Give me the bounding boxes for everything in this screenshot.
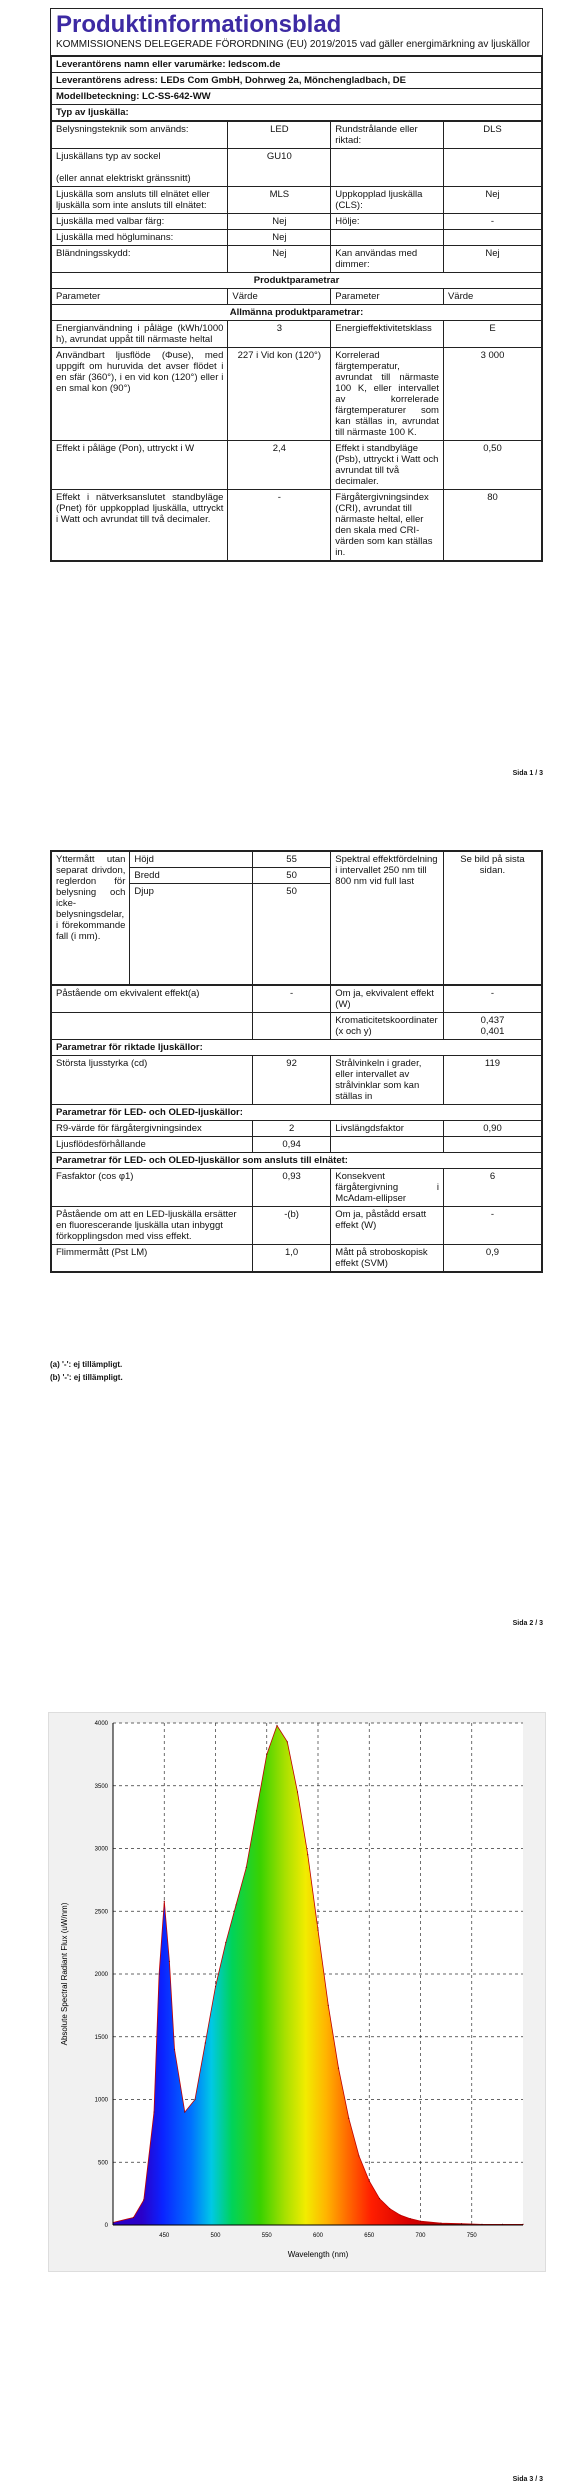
x-tick-label: 650 xyxy=(364,2233,375,2239)
type-label xyxy=(331,230,444,246)
empty-cell xyxy=(52,1013,253,1040)
column-header-value: Värde xyxy=(228,289,331,305)
directional-header: Parametrar för riktade ljuskällor: xyxy=(52,1040,542,1056)
spectrum-point xyxy=(461,2223,462,2224)
chromaticity-value xyxy=(443,1013,541,1040)
spectrum-point xyxy=(338,2068,339,2069)
peak-intensity-label: Största ljusstyrka (cd) xyxy=(52,1056,253,1105)
param-label: Färgåtergivningsindex (CRI), avrundat till närmaste heltal, eller den skala med CRI-värden som kan ställas in. xyxy=(331,490,444,561)
type-label: Rundstrålande eller riktad: xyxy=(331,122,444,149)
spectrum-point xyxy=(307,1854,308,1855)
param-label: Effekt i standbyläge (Psb), uttryckt i Watt och avrundat till två decimaler. xyxy=(331,441,444,490)
param-value: - xyxy=(228,490,331,561)
column-header-parameter: Parameter xyxy=(52,289,228,305)
type-label: Ljuskälla som ansluts till elnätet eller ljuskälla som inte ansluts till elnätet: xyxy=(52,187,228,214)
survival-factor-value: 0,90 xyxy=(443,1121,541,1137)
y-tick-label: 0 xyxy=(104,2223,108,2229)
type-row xyxy=(52,230,542,246)
phase-factor-label: Fasfaktor (cos φ1) xyxy=(52,1169,253,1207)
type-label: Bländningsskydd: xyxy=(52,246,228,273)
dimensions-label: Yttermått utan separat drivdon, reglerdon för belysning och icke-belysningsdelar, i förekommande fall (i mm). xyxy=(52,852,130,985)
page-number: Sida 3 / 3 xyxy=(512,2476,543,2483)
type-value: MLS xyxy=(228,187,331,214)
param-value: 80 xyxy=(443,490,541,561)
page-3 xyxy=(0,1680,585,2483)
empty-cell xyxy=(331,1137,444,1153)
model-identifier: Modellbeteckning: LC-SS-642-WW xyxy=(52,89,542,105)
column-header-value: Värde xyxy=(443,289,541,305)
peak-intensity-value: 92 xyxy=(252,1056,330,1105)
phase-factor-value: 0,93 xyxy=(252,1169,330,1207)
dimension-value: 55 xyxy=(252,852,330,868)
spectrum-point xyxy=(164,1901,165,1902)
equivalent-power-value: - xyxy=(443,986,541,1013)
y-tick-label: 2000 xyxy=(94,1972,108,1978)
spectrum-point xyxy=(159,1973,160,1974)
dimension-value: 50 xyxy=(252,868,330,884)
column-header-row xyxy=(52,289,542,305)
replacement-power-value: - xyxy=(443,1207,541,1245)
flux-maintenance-label: Ljusflödesförhållande xyxy=(52,1137,253,1153)
param-value: 0,50 xyxy=(443,441,541,490)
stroboscopic-value: 0,9 xyxy=(443,1245,541,1272)
equivalent-claim-label: Påstående om ekvivalent effekt(a) xyxy=(52,986,253,1013)
dimension-label: Djup xyxy=(130,884,253,985)
replacement-claim-value: -(b) xyxy=(252,1207,330,1245)
y-axis-label: Absolute Spectral Radiant Flux (uW/nm) xyxy=(60,1902,69,2046)
type-row xyxy=(52,246,542,273)
light-source-type-header: Typ av ljuskälla: xyxy=(52,105,542,121)
param-value: 3 000 xyxy=(443,348,541,441)
x-tick-labels xyxy=(159,2233,477,2239)
spectrum-point xyxy=(256,1810,257,1811)
param-label: Effekt i nätverksanslutet standbyläge (Pnet) för uppkopplad ljuskälla, uttryckt i Watt och avrundat till två decimaler. xyxy=(52,490,228,561)
type-value xyxy=(443,149,541,187)
param-value: 227 i Vid kon (120°) xyxy=(228,348,331,441)
spectrum-chart xyxy=(49,1713,545,2271)
x-tick-label: 550 xyxy=(261,2233,272,2239)
param-label: Energianvändning i påläge (kWh/1000 h), avrundat uppåt till närmaste heltal xyxy=(52,321,228,348)
type-value: - xyxy=(443,214,541,230)
spectrum-point xyxy=(184,2111,185,2112)
spectrum-point xyxy=(420,2221,421,2222)
regulation-subtitle: KOMMISSIONENS DELEGERADE FÖRORDNING (EU) 2019/2015 vad gäller energimärkning av ljuskällor xyxy=(56,39,531,50)
page-number: Sida 1 / 3 xyxy=(512,770,543,777)
type-table xyxy=(51,121,542,561)
led-parameters-table xyxy=(51,985,542,1272)
type-value: Nej xyxy=(228,230,331,246)
spectrum-point xyxy=(369,2180,370,2181)
param-value: 2,4 xyxy=(228,441,331,490)
param-value: E xyxy=(443,321,541,348)
spectrum-point xyxy=(358,2155,359,2156)
beam-angle-label: Strålvinkeln i grader, eller intervallet av strålvinklar som kan ställas in xyxy=(331,1056,444,1105)
spectrum-point xyxy=(174,2049,175,2050)
spectrum-point xyxy=(246,1867,247,1868)
y-tick-labels xyxy=(95,1721,109,2229)
param-value: 3 xyxy=(228,321,331,348)
info-sheet-table xyxy=(50,8,543,562)
chromaticity-y: 0,401 xyxy=(480,1026,505,1037)
spectrum-point xyxy=(317,1929,318,1930)
type-label: Belysningsteknik som används: xyxy=(52,122,228,149)
empty-cell xyxy=(443,1137,541,1153)
param-row xyxy=(52,348,542,441)
spectrum-point xyxy=(297,1791,298,1792)
color-consistency-label: Konsekvent färgåtergivning i McAdam-ellipser xyxy=(331,1169,444,1207)
spectrum-point xyxy=(399,2214,400,2215)
spectrum-point xyxy=(225,1942,226,1943)
y-tick-label: 500 xyxy=(97,2160,108,2167)
footnote-b: (b) '-': ej tillämpligt. xyxy=(50,1373,123,1382)
y-tick-label: 1500 xyxy=(94,2034,108,2041)
equivalent-claim-value: - xyxy=(252,986,330,1013)
y-tick-label: 1000 xyxy=(94,2097,108,2104)
y-tick-label: 3500 xyxy=(94,1783,108,1790)
spectrum-point xyxy=(194,2099,195,2100)
mains-header: Parametrar för LED- och OLED-ljuskällor som ansluts till elnätet: xyxy=(52,1153,542,1169)
type-row xyxy=(52,122,542,149)
spectrum-point xyxy=(440,2223,441,2224)
y-tick-label: 3000 xyxy=(94,1846,108,1853)
supplier-table xyxy=(51,56,542,121)
type-label: Kan användas med dimmer: xyxy=(331,246,444,273)
column-header-parameter: Parameter xyxy=(331,289,444,305)
footnote-a: (a) '-': ej tillämpligt. xyxy=(50,1360,123,1369)
param-label: Effekt i påläge (Pon), uttryckt i W xyxy=(52,441,228,490)
supplier-address: Leverantörens adress: LEDs Com GmbH, Dohrweg 2a, Mönchengladbach, DE xyxy=(52,73,542,89)
dimension-label: Bredd xyxy=(130,868,253,884)
parameters-table xyxy=(50,850,543,1273)
type-label: Ljuskällans typ av sockel (eller annat elektriskt gränssnitt) xyxy=(52,149,228,187)
param-label: Energieffektivitetsklass xyxy=(331,321,444,348)
type-label: Ljuskälla med högluminans: xyxy=(52,230,228,246)
spectrum-point xyxy=(143,2199,144,2200)
type-label: Ljuskälla med valbar färg: xyxy=(52,214,228,230)
y-tick-label: 2500 xyxy=(94,1909,108,1916)
spectrum-point xyxy=(266,1754,267,1755)
empty-cell xyxy=(252,1013,330,1040)
spectrum-point xyxy=(379,2198,380,2199)
spectrum-point xyxy=(235,1904,236,1905)
spectrum-point xyxy=(133,2217,134,2218)
type-value: Nej xyxy=(228,246,331,273)
x-tick-label: 450 xyxy=(159,2233,170,2239)
led-header: Parametrar för LED- och OLED-ljuskällor: xyxy=(52,1105,542,1121)
x-tick-label: 750 xyxy=(466,2233,477,2239)
param-row xyxy=(52,441,542,490)
type-row xyxy=(52,149,542,187)
flux-maintenance-value: 0,94 xyxy=(252,1137,330,1153)
spectral-value: Se bild på sista sidan. xyxy=(443,852,541,985)
param-label: Användbart ljusflöde (Φuse), med uppgift om huruvida det avser flödet i en sfär (360°), i en vid kon (120°) eller i en smal kon (90°) xyxy=(52,348,228,441)
equivalent-power-label: Om ja, ekvivalent effekt (W) xyxy=(331,986,444,1013)
spectrum-point xyxy=(328,2005,329,2006)
x-tick-label: 700 xyxy=(415,2233,426,2239)
footnotes xyxy=(50,1358,123,1384)
type-value: Nej xyxy=(228,214,331,230)
type-row xyxy=(52,214,542,230)
spectrum-point xyxy=(348,2118,349,2119)
dimension-value: 50 xyxy=(252,884,330,985)
spectrum-point xyxy=(169,1961,170,1962)
spectrum-point xyxy=(389,2208,390,2209)
type-value: GU10 xyxy=(228,149,331,187)
x-tick-label: 600 xyxy=(312,2233,324,2239)
replacement-power-label: Om ja, påstådd ersatt effekt (W) xyxy=(331,1207,444,1245)
general-parameters-header: Allmänna produktparametrar: xyxy=(52,305,542,321)
page-2 xyxy=(0,840,585,1640)
survival-factor-label: Livslängdsfaktor xyxy=(331,1121,444,1137)
color-consistency-value: 6 xyxy=(443,1169,541,1207)
spectrum-chart-frame xyxy=(48,1712,546,2272)
type-label xyxy=(331,149,444,187)
page-1 xyxy=(0,0,585,800)
param-row xyxy=(52,490,542,561)
flicker-label: Flimmermått (Pst LM) xyxy=(52,1245,253,1272)
type-value: DLS xyxy=(443,122,541,149)
page-number: Sida 2 / 3 xyxy=(512,1620,543,1627)
param-row xyxy=(52,321,542,348)
type-value: LED xyxy=(228,122,331,149)
spectrum-point xyxy=(287,1741,288,1742)
spectrum-point xyxy=(215,1986,216,1987)
param-label: Korrelerad färgtemperatur, avrundat till närmaste 100 K, eller intervallet av korrelerade färgtemperaturer som kan ställas in, avrundat till närmaste 100 K. xyxy=(331,348,444,441)
spectrum-point xyxy=(410,2218,411,2219)
supplier-name: Leverantörens namn eller varumärke: ledscom.de xyxy=(52,57,542,73)
replacement-claim-label: Påstående om att en LED-ljuskälla ersätter en fluorescerande ljuskälla utan inbyggt förkopplingsdon med viss effekt. xyxy=(52,1207,253,1245)
dimensions-table xyxy=(51,851,542,985)
spectral-label: Spektral effektfördelning i intervallet 250 nm till 800 nm vid full last xyxy=(331,852,444,985)
r9-value: 2 xyxy=(252,1121,330,1137)
spectrum-point xyxy=(153,2111,154,2112)
x-tick-label: 500 xyxy=(210,2233,221,2239)
type-value xyxy=(443,230,541,246)
document-title: Produktinformationsblad xyxy=(56,11,342,38)
flicker-value: 1,0 xyxy=(252,1245,330,1272)
type-label: Hölje: xyxy=(331,214,444,230)
stroboscopic-label: Mått på stroboskopisk effekt (SVM) xyxy=(331,1245,444,1272)
y-tick-label: 4000 xyxy=(94,1721,108,1727)
spectrum-point xyxy=(205,2042,206,2043)
beam-angle-value: 119 xyxy=(443,1056,541,1105)
spectrum-point xyxy=(276,1725,277,1726)
dimension-label: Höjd xyxy=(130,852,253,868)
type-row xyxy=(52,187,542,214)
type-label: Uppkopplad ljuskälla (CLS): xyxy=(331,187,444,214)
product-parameters-header: Produktparametrar xyxy=(52,273,542,289)
r9-label: R9-värde för färgåtergivningsindex xyxy=(52,1121,253,1137)
type-value: Nej xyxy=(443,187,541,214)
type-value: Nej xyxy=(443,246,541,273)
title-box xyxy=(51,9,542,56)
chromaticity-x: 0,437 xyxy=(480,1015,505,1026)
x-axis-label: Wavelength (nm) xyxy=(287,2250,349,2259)
chromaticity-label: Kromaticitetskoordinater (x och y) xyxy=(331,1013,444,1040)
